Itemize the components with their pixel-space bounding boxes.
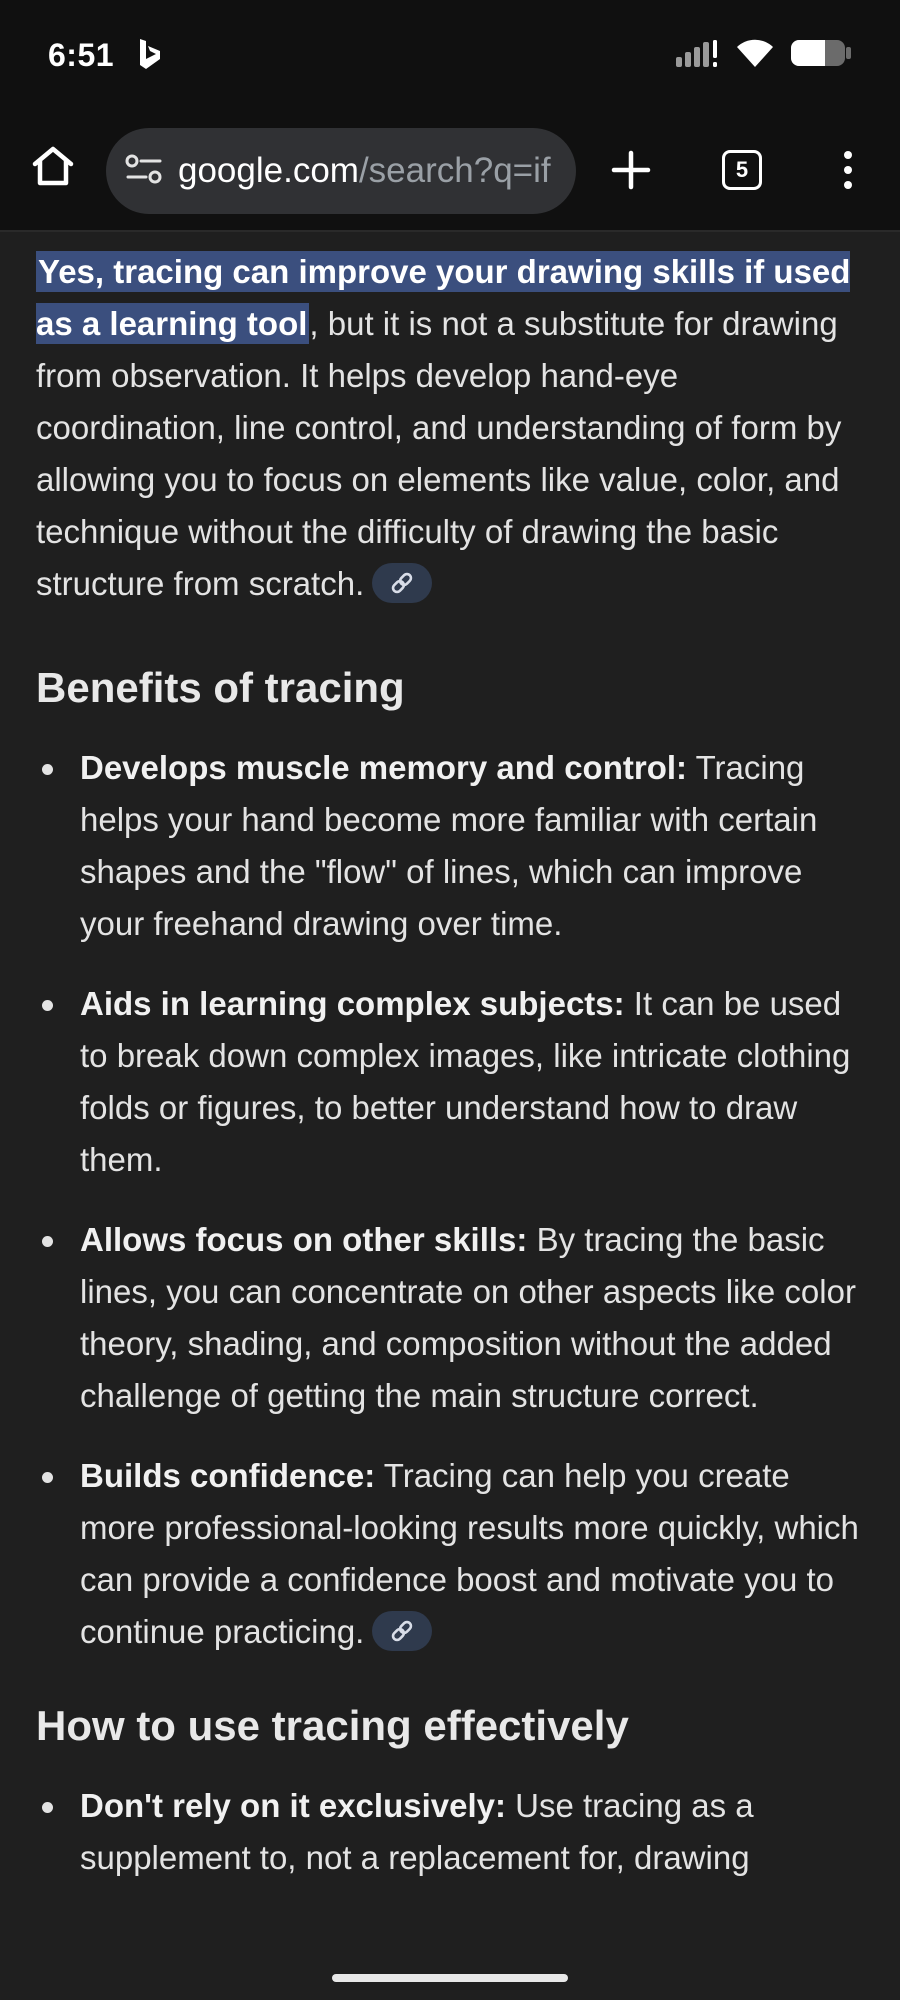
address-bar[interactable] [106,128,576,214]
browser-toolbar [0,110,900,232]
benefits-heading: Benefits of tracing [36,664,405,711]
bullet-text: By tracing the basic lines, you can concentrate on other aspects like color theory, shading, and composition without the added challenge of getting the main structure correct. [80,1221,856,1414]
wifi-icon [736,37,774,74]
status-bar [0,0,900,110]
url-path: /search?q=if [358,151,551,190]
bing-icon [136,37,162,73]
bullet-lead: Builds confidence: [80,1457,376,1494]
gesture-handle[interactable] [332,1974,568,1982]
status-time: 6:51 [48,36,115,73]
how-to-heading: How to use tracing effectively [36,1702,629,1749]
answer-intro-text: , but it is not a substitute for drawing from observation. It helps develop hand-eye coordination, line control, and understanding of form by allowing you to focus on elements like value, color, and technique without the difficulty of drawing the basic structure from scratch. [36,305,842,602]
bullet-text: Tracing can help you create more professional-looking results more quickly, which can provide a confidence boost and motivate you to continue practicing. [80,1457,859,1650]
bullet-text: Tracing helps your hand become more familiar with certain shapes and the "flow" of lines, which can improve your freehand drawing over time. [80,749,818,942]
list-item [36,1780,864,1884]
bullet-text: Use tracing as a supplement to, not a replacement for, drawing [80,1787,754,1876]
signal-icon [674,37,720,74]
more-vert-icon[interactable] [828,140,868,200]
bullet-text: It can be used to break down complex images, like intricate clothing folds or figures, to better understand how to draw them. [80,985,851,1178]
tune-icon[interactable] [124,152,164,191]
status-icons [674,37,852,74]
url-domain: google.com [178,151,359,190]
benefits-list [36,742,864,1658]
bullet-lead: Aids in learning complex subjects: [80,985,625,1022]
navigation-gesture-area [0,1944,900,2000]
answer-intro [36,246,864,610]
list-item [36,1450,864,1658]
list-item [36,1214,864,1422]
bullet-lead: Don't rely on it exclusively: [80,1787,506,1824]
list-item [36,978,864,1186]
link-icon[interactable] [372,563,432,603]
bullet-lead: Allows focus on other skills: [80,1221,528,1258]
battery-icon [790,37,852,74]
list-item [36,742,864,950]
new-tab-button[interactable] [606,142,656,198]
plus-icon [611,150,651,190]
home-icon[interactable] [28,138,78,194]
url-text[interactable] [178,151,551,191]
highlighted-answer[interactable]: Yes, tracing can improve your drawing skills if used as a learning tool [36,253,851,342]
how-to-list [36,1780,864,1884]
tab-switcher-button[interactable]: 5 [722,150,762,190]
link-icon[interactable] [372,1611,432,1651]
bullet-lead: Develops muscle memory and control: [80,749,688,786]
ai-overview-content [0,232,900,1944]
